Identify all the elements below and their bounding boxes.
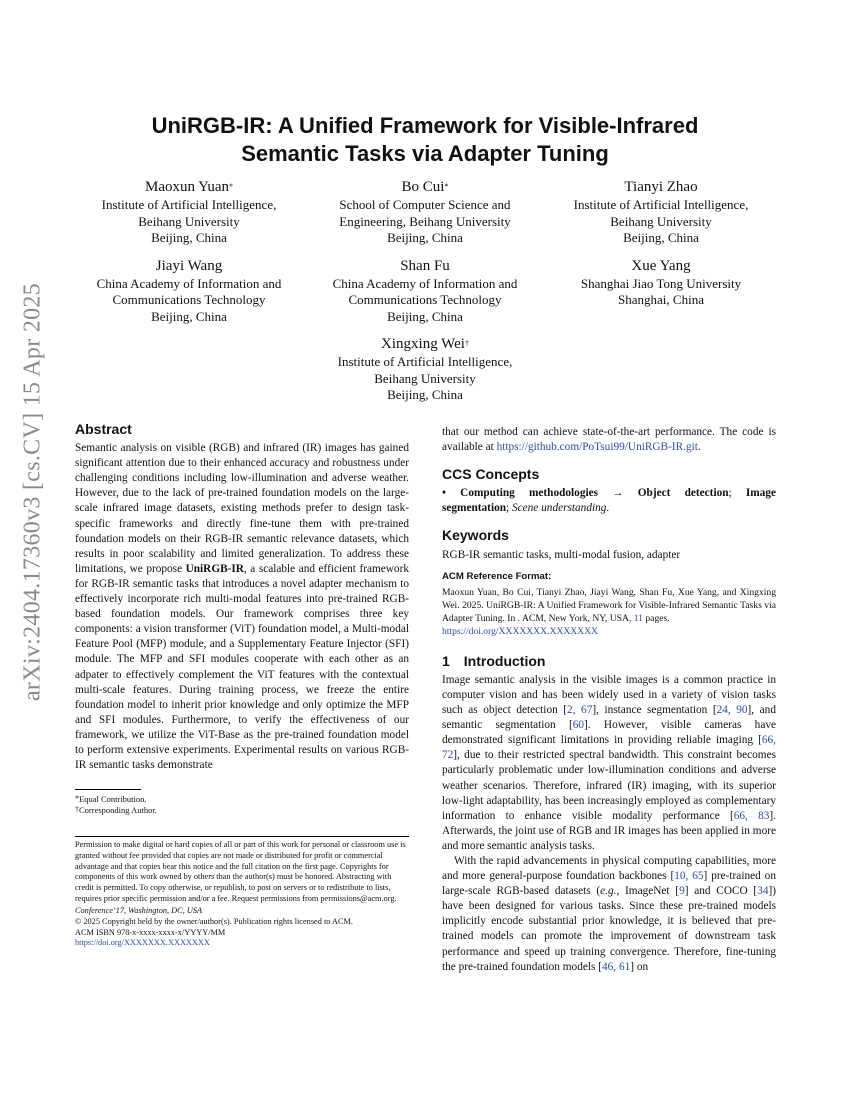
author-affiliation: Shanghai Jiao Tong University: [580, 275, 742, 291]
acm-reference-text: Maoxun Yuan, Bo Cui, Tianyi Zhao, Jiayi Wang, Shan Fu, Xue Yang, and Xingxing Wei. 2025. UniRGB-IR: A Unified Framework for Visible-Infrared Semantic Tasks via Adapter Tuning. In . ACM, New York, NY, USA, 11 pages.: [442, 586, 776, 624]
author-card: [547, 257, 775, 326]
acm-reference: [442, 569, 776, 638]
author-name: Xingxing Wei: [381, 336, 465, 352]
right-column: [442, 425, 776, 975]
author-row: [75, 257, 775, 326]
author-affiliation: Institute of Artificial Intelligence,: [573, 197, 749, 212]
keywords-text: RGB-IR semantic tasks, multi-modal fusion, adapter: [442, 548, 681, 561]
author-affiliation: Engineering, Beihang University: [339, 213, 511, 229]
paper-title: [75, 112, 775, 168]
acm-doi-link[interactable]: https://doi.org/XXXXXXX.XXXXXXX: [442, 625, 598, 637]
author-affiliation: Beihang University: [374, 370, 476, 386]
citation-link[interactable]: 66, 83: [733, 809, 770, 822]
author-affiliation: Beihang University: [138, 213, 240, 229]
introduction-heading: 1 Introduction: [442, 652, 546, 669]
copyright-line: © 2025 Copyright held by the owner/author(s). Publication rights licensed to ACM.: [75, 917, 353, 927]
author-location: Beijing, China: [387, 387, 463, 402]
abstract-text: Semantic analysis on visible (RGB) and infrared (IR) images has gained significant attention due to their enhanced accuracy and robustness under challenging conditions including low-illumination and adverse weather. However, due to the lack of pre-trained foundation models on the large-scale infrared image datasets, existing methods prefer to design task-specific frameworks and directly fine-tune them with pre-trained foundation models on their RGB-IR semantic relevance datasets, which results in poor scalability and limited generalization. To address these limitations, we propose UniRGB-IR, a scalable and efficient framework for RGB-IR semantic tasks that introduces a novel adapter mechanism to effectively incorporate rich multi-modal features into pre-trained RGB-based foundation models. Our framework comprises three key components: a vision transformer (ViT) foundation model, a Multi-modal Feature Pool (MFP) module, and a Supplementary Feature Injector (SFI) module. The MFP and SFI modules cooperate with each other as an adpater to effectively complement the ViT features with the contextual multi-scale features. During training process, we freeze the entire foundation model to inherit prior knowledge and only optimize the MFP and SFI modules. Furthermore, to verify the effectiveness of our framework, we utilize the ViT-Base as the pre-trained foundation model to perform extensive experiments. Experimental results on various RGB-IR semantic tasks demonstrate: [75, 442, 409, 772]
ccs-heading: CCS Concepts: [442, 466, 540, 483]
acm-reference-heading: ACM Reference Format:: [442, 570, 552, 582]
author-card: [311, 335, 539, 404]
author-name: Maoxun Yuan: [144, 179, 230, 195]
citation-link[interactable]: 34: [757, 885, 769, 898]
author-affiliation: Institute of Artificial Intelligence,: [337, 354, 513, 369]
intro-paragraph-2: With the rapid advancements in physical computing capabilities, more and more general-purpose foundation backbones [10, 65] pre-trained on large-scale RGB-based datasets (e.g., ImageNet [9] and COCO [34]) have been designed for various tasks. Since these pre-trained models implicitly encode substantial prior knowledge, it is believed that pre-trained models can promote the improvement of downstream task performance and speed up training convergence. Therefore, fine-tuning the pre-trained foundation models [46, 61] on: [442, 854, 776, 973]
author-location: Beijing, China: [151, 308, 227, 324]
footnote-rule: [75, 789, 141, 790]
author-mark: †: [464, 339, 469, 348]
author-mark: *: [444, 182, 449, 191]
footnote-corresponding: †Corresponding Author.: [75, 805, 157, 816]
author-affiliation: China Academy of Information and: [96, 275, 282, 291]
citation-link[interactable]: 24, 90: [716, 704, 748, 717]
keywords-heading: Keywords: [442, 527, 509, 544]
author-name: Tianyi Zhao: [624, 179, 698, 195]
author-location: Beijing, China: [623, 230, 699, 245]
citation-link[interactable]: 2, 67: [567, 704, 593, 717]
author-block: [75, 178, 775, 414]
author-mark: *: [229, 182, 234, 191]
permission-block: [75, 836, 409, 949]
author-card: [547, 178, 775, 247]
citation-link[interactable]: 66, 72: [442, 734, 776, 762]
abstract-continued: that our method can achieve state-of-the-art performance. The code is available at https://github.com/PoTsui99/UniRGB-IR.git.: [442, 426, 776, 454]
abstract-heading: Abstract: [75, 421, 132, 437]
author-location: Beijing, China: [387, 308, 463, 324]
conference-line: Conference’17, Washington, DC, USA: [75, 906, 203, 916]
author-location: Beijing, China: [151, 230, 227, 245]
author-affiliation: Communications Technology: [348, 292, 502, 307]
code-link[interactable]: https://github.com/PoTsui99/UniRGB-IR.git: [496, 441, 698, 454]
arxiv-identifier: arXiv:2404.17360v3 [cs.CV] 15 Apr 2025: [19, 282, 46, 702]
author-affiliation: Institute of Artificial Intelligence,: [101, 197, 277, 212]
author-name: Jiayi Wang: [155, 257, 223, 274]
left-column: [75, 422, 409, 949]
citation-link[interactable]: 60: [572, 719, 585, 732]
author-row: [75, 335, 775, 404]
author-affiliation: School of Computer Science and: [339, 197, 511, 212]
title-line-2: Semantic Tasks via Adapter Tuning: [241, 141, 609, 166]
ccs-text: • Computing methodologies → Object detection; Image segmentation; Scene understanding.: [442, 487, 776, 515]
author-name: Bo Cui: [401, 179, 445, 195]
arxiv-sidebar: [16, 282, 50, 702]
author-location: Shanghai, China: [618, 292, 704, 307]
permission-text: Permission to make digital or hard copies of all or part of this work for personal or classroom use is granted without fee provided that copies are not made or distributed for profit or commercial advantage and that copies bear this notice and the full citation on the first page. Copyrights for components of this work owned by others than the author(s) must be honored. Abstracting with credit is permitted. To copy otherwise, or republish, to post on servers or to redistribute to lists, requires prior specific permission and/or a fee. Request permissions from permissions@acm.org.: [75, 840, 406, 903]
doi-link[interactable]: https://doi.org/XXXXXXX.XXXXXXX: [75, 938, 210, 948]
author-affiliation: Beihang University: [610, 213, 712, 229]
citation-link[interactable]: 46, 61: [602, 960, 631, 973]
author-card: [311, 257, 539, 326]
author-row: [75, 178, 775, 247]
author-card: [75, 257, 303, 326]
isbn-line: ACM ISBN 978-x-xxxx-xxxx-x/YYYY/MM: [75, 927, 226, 937]
citation-link[interactable]: 10, 65: [674, 870, 704, 883]
author-affiliation: Communications Technology: [112, 292, 266, 307]
title-line-1: UniRGB-IR: A Unified Framework for Visible-Infrared: [151, 113, 699, 138]
author-card: [311, 178, 539, 247]
author-location: Beijing, China: [387, 230, 463, 245]
intro-paragraph-1: Image semantic analysis in the visible images is a common practice in computer vision and has been widely used in a variety of vision tasks such as object detection [2, 67], instance segmentation [24, 90], and semantic segmentation [60]. However, visible cameras have demonstrated significant limitations in providing reliable imaging [66, 72], due to their restricted spectral bandwidth. This constraint becomes particularly problematic under low-illumination conditions and adverse weather scenarios. Therefore, infrared (IR) imaging, with its superior low-light adaptability, has been increasingly employed as complementary information to enhance visible modality performance [66, 83]. Afterwards, the joint use of RGB and IR images has been applied in more and more semantic analysis tasks.: [442, 673, 776, 852]
author-affiliation: China Academy of Information and: [332, 275, 518, 291]
footnote-equal: *Equal Contribution.: [75, 794, 147, 805]
method-name: UniRGB-IR: [185, 562, 244, 575]
author-name: Shan Fu: [400, 257, 450, 274]
author-card: [75, 178, 303, 247]
citation-link[interactable]: 9: [679, 885, 685, 898]
author-name: Xue Yang: [631, 257, 691, 274]
